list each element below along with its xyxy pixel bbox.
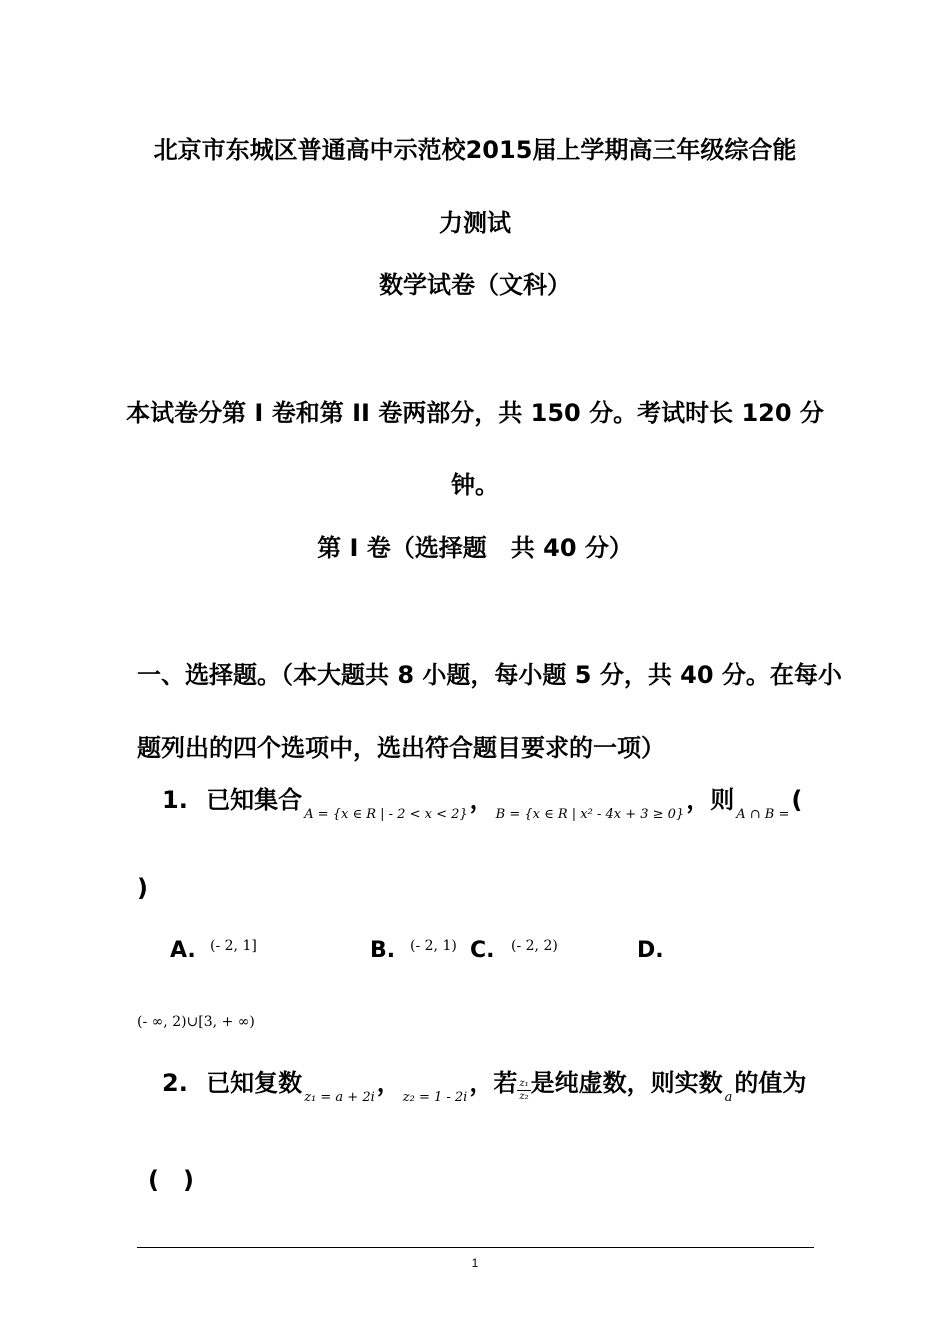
option-a-value: (- 2, 1] [210,938,257,954]
fraction-numerator: z₁ [519,1077,529,1089]
option-c-label: C. [470,938,495,963]
option-d-value: (- ∞, 2)∪[3, + ∞) [137,1014,255,1030]
question-2-text-if: ，若 [469,1069,518,1097]
page-number: 1 [471,1256,479,1270]
set-a-expression: A = {x ∈ R | - 2 < x < 2} [304,807,468,822]
title-line-1: 北京市东城区普通高中示范校2015届上学期高三年级综合能 [153,136,797,164]
question-2 [162,1068,806,1103]
intro-line-1: 本试卷分第 I 卷和第 II 卷两部分，共 150 分。考试时长 120 分 [126,399,824,427]
question-1-text-start: 已知集合 [206,786,303,814]
question-1-paren-open: ( [791,786,803,814]
intersection-expression: A ∩ B = [736,807,790,822]
question-1-paren-close: ) [137,874,148,902]
question-1 [162,785,802,820]
question-2-answer-paren: ( ) [148,1166,194,1194]
option-d-label: D. [637,938,664,963]
z2-expression: z₂ = 1 - 2i [402,1090,468,1105]
z1-expression: z₁ = a + 2i [304,1090,375,1105]
option-b-value: (- 2, 1) [410,938,457,954]
question-1-text-then: ，则 [686,786,735,814]
part1-heading: 第 I 卷（选择题 共 40 分） [317,534,633,562]
question-1-number: 1. [162,786,188,814]
section1-heading-line-1: 一、选择题。（本大题共 8 小题，每小题 5 分，共 40 分。在每小 [137,661,842,689]
question-2-comma: ， [376,1069,401,1097]
set-b-expression: B = {x ∈ R | x² - 4x + 3 ≥ 0} [495,807,685,822]
variable-a: a [724,1090,733,1105]
intro-line-2: 钟。 [451,471,499,499]
question-2-text-end: 的值为 [734,1069,807,1097]
option-a-label: A. [170,938,196,963]
exam-subtitle: 数学试卷（文科） [379,271,571,299]
title-line-2: 力测试 [439,209,511,237]
question-2-text-pure: 是纯虚数，则实数 [530,1069,723,1097]
question-2-text-start: 已知复数 [206,1069,303,1097]
z-ratio-fraction [517,1078,530,1103]
question-1-comma: ， [469,786,494,814]
option-c-value: (- 2, 2) [511,938,558,954]
footer-divider [137,1247,814,1248]
section1-heading-line-2: 题列出的四个选项中，选出符合题目要求的一项） [137,734,665,762]
option-b-label: B. [370,938,396,963]
fraction-denominator: z₂ [519,1090,529,1102]
question-2-number: 2. [162,1069,188,1097]
